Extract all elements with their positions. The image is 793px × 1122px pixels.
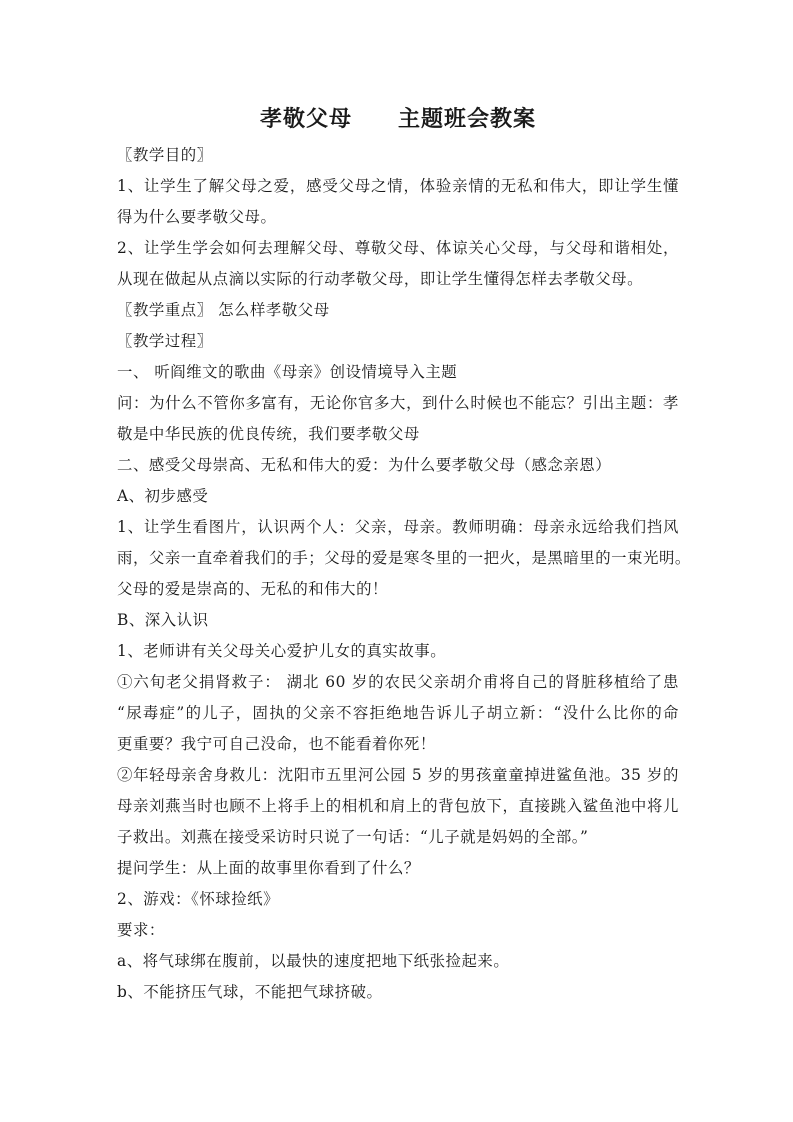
paragraph-line: 1、让学生看图片，认识两个人：父亲，母亲。教师明确：母亲永远给我们挡风 xyxy=(117,518,679,536)
section-heading-objectives: 〖教学目的〗 xyxy=(117,146,213,164)
paragraph-line: 敬是中华民族的优良传统，我们要孝敬父母 xyxy=(117,425,420,443)
paragraph-line: 父母的爱是崇高的、无私的和伟大的！ xyxy=(117,580,388,598)
game-heading: 2、游戏：《怀球捡纸》 xyxy=(117,890,280,908)
step-heading-one: 一、 听阎维文的歌曲《母亲》创设情境导入主题 xyxy=(117,363,458,381)
paragraph-line: 问：为什么不管你多富有，无论你官多大，到什么时候也不能忘？引出主题：孝 xyxy=(117,394,679,412)
story-one-line: “尿毒症”的儿子，固执的父亲不容拒绝地告诉儿子胡立新：“没什么比你的命 xyxy=(117,704,679,722)
story-one-line: ①六旬老父捐肾救子： 湖北 60 岁的农民父亲胡介甫将自己的肾脏移植给了患 xyxy=(117,673,679,691)
paragraph-line: 1、让学生了解父母之爱，感受父母之情，体验亲情的无私和伟大，即让学生懂 xyxy=(117,177,679,195)
document-page xyxy=(117,100,691,1008)
section-heading-key-point: 〖教学重点〗 怎么样孝敬父母 xyxy=(117,301,330,319)
paragraph-line: 雨，父亲一直牵着我们的手；父母的爱是寒冬里的一把火，是黑暗里的一束光明。 xyxy=(117,549,691,567)
story-one-line: 更重要？我宁可自己没命，也不能看着你死！ xyxy=(117,735,436,753)
document-body xyxy=(117,140,691,1008)
subsection-heading-a: A、初步感受 xyxy=(117,487,209,505)
story-two-line: 子救出。刘燕在接受采访时只说了一句话：“儿子就是妈妈的全部。” xyxy=(117,828,589,846)
paragraph-line: 2、让学生学会如何去理解父母、尊敬父母、体谅关心父母，与父母和谐相处， xyxy=(117,239,679,257)
document-title: 孝敬父母 主题班会教案 xyxy=(259,107,536,132)
story-two-line: 母亲刘燕当时也顾不上将手上的相机和肩上的背包放下，直接跳入鲨鱼池中将儿 xyxy=(117,797,679,815)
requirement-item-a: a、将气球绑在腹前，以最快的速度把地下纸张捡起来。 xyxy=(117,952,510,970)
step-heading-two: 二、感受父母崇高、无私和伟大的爱：为什么要孝敬父母（感念亲恩） xyxy=(117,456,612,474)
section-heading-process: 〖教学过程〗 xyxy=(117,332,213,350)
paragraph-line: 从现在做起从点滴以实际的行动孝敬父母，即让学生懂得怎样去孝敬父母。 xyxy=(117,270,644,288)
story-two-line: ②年轻母亲舍身救儿：沈阳市五里河公园 5 岁的男孩童童掉进鲨鱼池。35 岁的 xyxy=(117,766,679,784)
question-line: 提问学生：从上面的故事里你看到了什么？ xyxy=(117,859,420,877)
subsection-heading-b: B、深入认识 xyxy=(117,611,209,629)
requirement-item-b: b、不能挤压气球，不能把气球挤破。 xyxy=(117,983,383,1001)
requirements-label: 要求： xyxy=(117,921,165,939)
paragraph-line: 1、老师讲有关父母关心爱护儿女的真实故事。 xyxy=(117,642,447,660)
paragraph-line: 得为什么要孝敬父母。 xyxy=(117,208,277,226)
